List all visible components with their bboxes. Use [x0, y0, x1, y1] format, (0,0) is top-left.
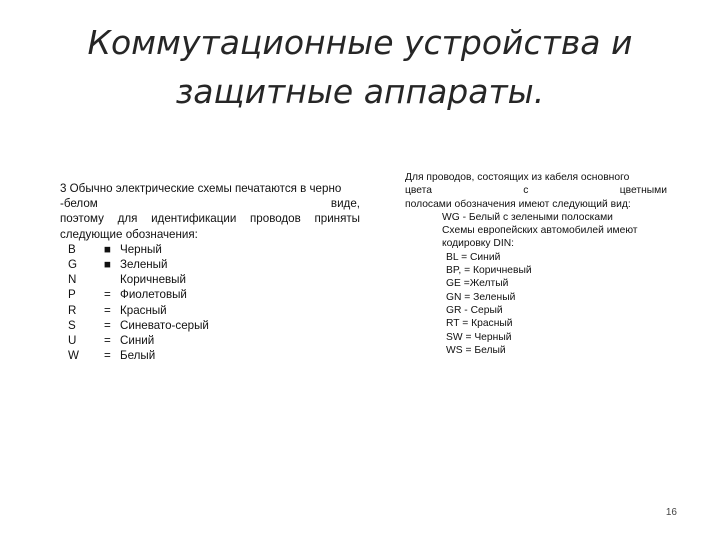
left-paragraph-line-1: 3 Обычно электрические схемы печатаются в черно [60, 182, 342, 195]
din-code-list [405, 211, 667, 357]
right-intro-line-1: Для проводов, состоящих из кабеля основного [405, 172, 630, 183]
din-list-line: WS = Белый [446, 344, 506, 356]
wire-color-name: Черный [120, 242, 162, 256]
wire-code: U [68, 333, 77, 347]
din-list-line: RT = Красный [446, 318, 513, 330]
din-list-line: WG - Белый с зелеными полосками [442, 211, 613, 223]
wire-code: W [68, 349, 79, 363]
right-intro-line-3: полосами обозначения имеют следующий вид: [405, 198, 631, 210]
din-list-line: GN = Зеленый [446, 291, 516, 303]
wire-code-row [60, 303, 360, 318]
wire-code-row [60, 242, 360, 257]
wire-code-row [60, 287, 360, 302]
wire-code-separator: = [104, 333, 111, 347]
left-paragraph-line-4: следующие обозначения: [60, 227, 198, 241]
din-list-line: SW = Черный [446, 331, 512, 343]
slide-title-line-1: Коммутационные устройства и [87, 23, 633, 62]
wire-code: B [68, 242, 76, 256]
wire-code-separator: = [104, 303, 111, 317]
right-word: цветными [619, 185, 667, 197]
page-number: 16 [665, 507, 677, 518]
wire-code-separator: = [104, 288, 111, 302]
left-word: идентификации [151, 212, 237, 226]
wire-color-name: Синий [120, 333, 155, 347]
right-text-block [405, 171, 667, 357]
wire-color-name: Фиолетовый [120, 288, 187, 302]
din-list-line: кодировку DIN: [442, 238, 515, 250]
wire-code-row [60, 257, 360, 272]
wire-color-name: Коричневый [120, 273, 186, 287]
left-word: -белом [60, 197, 98, 211]
wire-code-separator: ■ [104, 242, 112, 256]
wire-code-row [60, 272, 360, 287]
left-text-block [60, 181, 360, 363]
wire-code-separator: ■ [104, 258, 112, 271]
wire-code-row [60, 318, 360, 333]
wire-code-separator: = [104, 349, 111, 363]
left-word: приняты [314, 212, 360, 226]
left-paragraph-line-3 [60, 211, 360, 226]
wire-code: P [68, 288, 76, 302]
wire-color-name: Синевато-серый [120, 318, 209, 332]
right-word: цвета [405, 185, 432, 197]
left-word: проводов [250, 212, 301, 226]
wire-code-row [60, 348, 360, 363]
slide-title-line-2: защитные аппараты. [175, 72, 545, 111]
wire-code-separator: = [104, 318, 111, 332]
wire-code: G [68, 258, 78, 271]
wire-code: R [68, 303, 77, 317]
din-list-line: GE =Желтый [446, 278, 509, 290]
left-paragraph-line-2 [60, 196, 360, 211]
right-intro-line-2 [405, 184, 667, 197]
wire-color-name: Белый [120, 349, 156, 363]
wire-code-row [60, 333, 360, 348]
wire-color-name: Красный [120, 303, 167, 317]
din-list-line: BP, = Коричневый [446, 265, 532, 277]
din-list-line: Схемы европейских автомобилей имеют [442, 225, 638, 237]
din-list-line: GR - Серый [446, 304, 503, 316]
left-word: поэтому [60, 212, 104, 226]
din-list-line: BL = Синий [446, 251, 501, 263]
wire-code: S [68, 318, 76, 332]
slide-title [40, 18, 680, 116]
wire-color-name: Зеленый [120, 258, 168, 271]
wire-code: N [68, 273, 77, 287]
right-word: с [523, 185, 529, 197]
wire-code-list [60, 242, 360, 364]
left-word: виде, [330, 197, 360, 211]
left-word: для [117, 212, 138, 226]
